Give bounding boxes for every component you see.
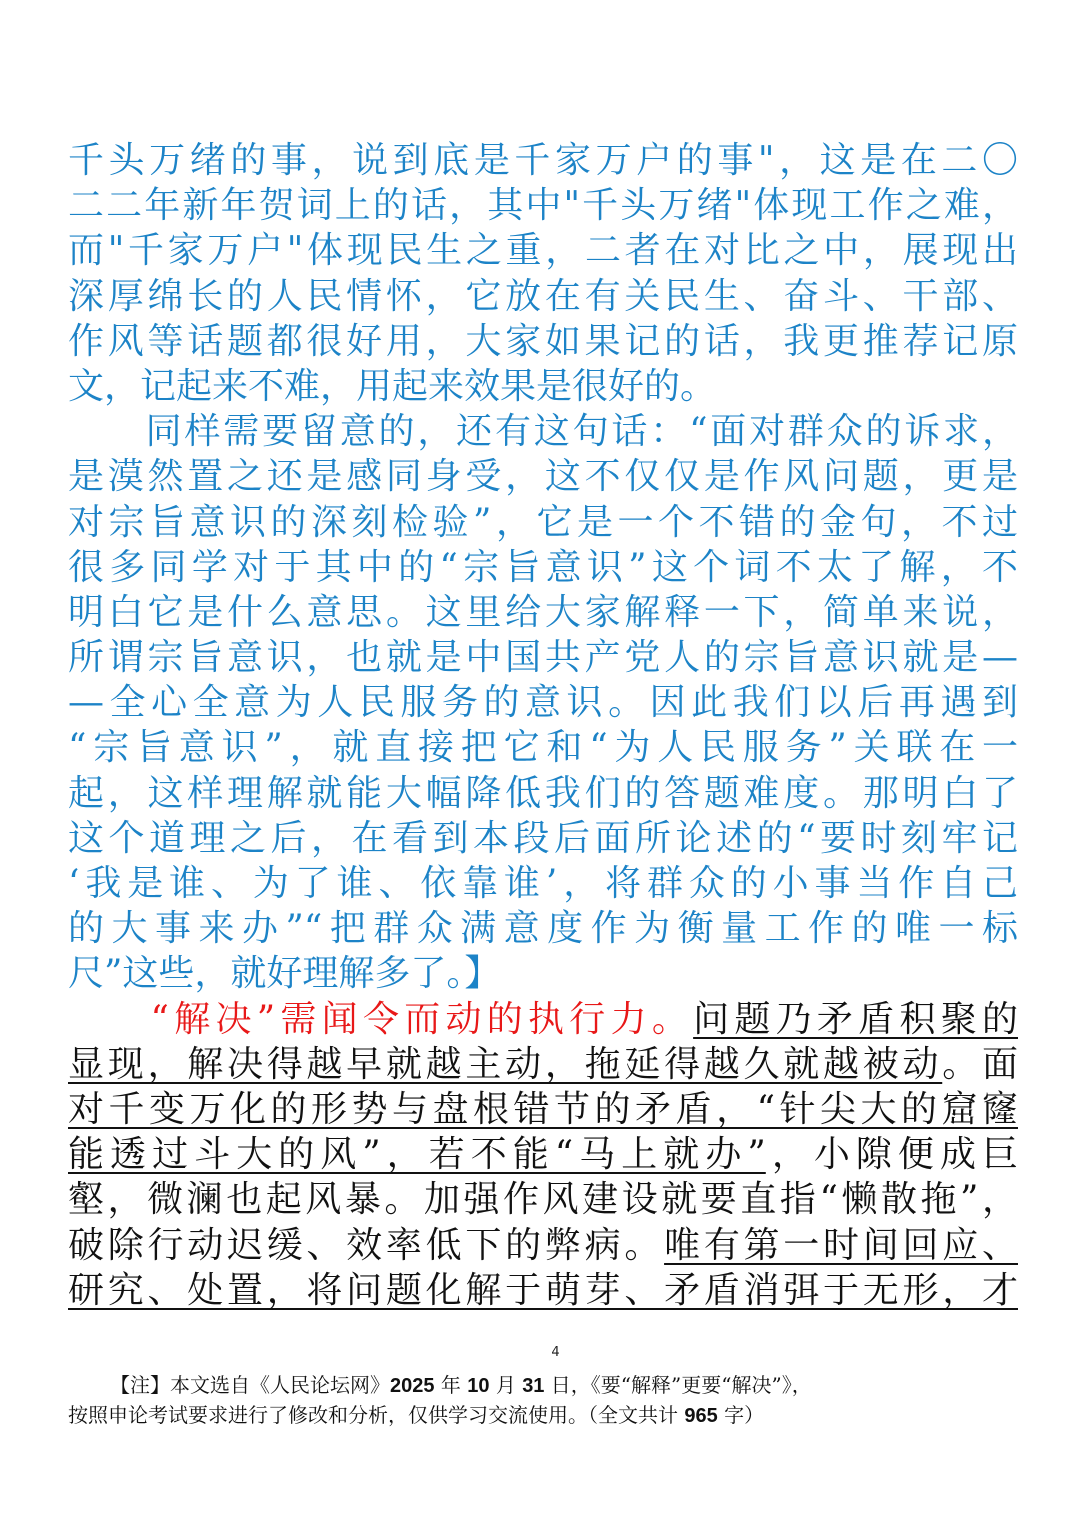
text-segment: 深厚绵长的人民情怀，它放在有关民生、奋斗、干部、 bbox=[68, 275, 1018, 317]
underlined-text: 能透过斗大的风”，若不能“马上就办” bbox=[68, 1134, 766, 1176]
text-line bbox=[68, 816, 1018, 861]
note-line-2 bbox=[68, 1400, 1018, 1430]
text-segment: 是漠然置之还是感同身受，这不仅仅是作风问题，更是 bbox=[68, 456, 1018, 498]
text-line bbox=[68, 771, 1018, 816]
text-segment: 。面 bbox=[942, 1043, 1018, 1085]
page-number: 4 bbox=[551, 1345, 560, 1360]
underlined-text: 问题乃矛盾积聚的 bbox=[693, 998, 1018, 1040]
text-line bbox=[68, 409, 1018, 454]
text-segment: 壑，微澜也起风暴。加强作风建设就要直指“懒散拖”， bbox=[68, 1179, 1018, 1221]
text-line bbox=[68, 274, 1018, 319]
note-text: 月 bbox=[489, 1373, 523, 1397]
note-text: 字） bbox=[717, 1403, 765, 1427]
text-line bbox=[68, 680, 1018, 725]
text-line bbox=[68, 454, 1018, 499]
text-line bbox=[68, 906, 1018, 951]
note-number: 31 bbox=[522, 1375, 545, 1397]
text-segment: “宗旨意识”，就直接把它和“为人民服务”关联在一 bbox=[68, 727, 1018, 769]
underlined-text: 唯有第一时间回应、 bbox=[664, 1224, 1018, 1266]
text-segment: 同样需要留意的，还有这句话：“面对群众的诉求， bbox=[68, 411, 1018, 453]
underlined-text: 研究、处置，将问题化解于萌芽、矛盾消弭于无形，才 bbox=[68, 1269, 1018, 1311]
text-line bbox=[68, 319, 1018, 364]
text-segment: 而"千家万户"体现民生之重，二者在对比之中，展现出 bbox=[68, 230, 1018, 272]
text-line bbox=[68, 1177, 1018, 1222]
underlined-text: 对千变万化的形势与盘根错节的矛盾，“针尖大的窟窿 bbox=[68, 1088, 1018, 1130]
note-text: 【注】本文选自《人民论坛网》 bbox=[110, 1373, 390, 1397]
text-line bbox=[68, 228, 1018, 273]
text-line bbox=[68, 951, 1018, 996]
text-line bbox=[68, 1087, 1018, 1132]
text-line bbox=[68, 1268, 1018, 1313]
text-segment: ，小隙便成巨 bbox=[765, 1134, 1018, 1176]
text-line bbox=[68, 500, 1018, 545]
text-segment: 起，这样理解就能大幅降低我们的答题难度。那明白了 bbox=[68, 772, 1018, 814]
text-line bbox=[68, 364, 1018, 409]
text-line bbox=[68, 138, 1018, 183]
article-body bbox=[68, 138, 1018, 1313]
text-segment: 明白它是什么意思。这里给大家解释一下，简单来说， bbox=[68, 591, 1018, 633]
text-line bbox=[68, 997, 1018, 1042]
note-line-1 bbox=[68, 1370, 1018, 1400]
note-text: 按照申论考试要求进行了修改和分析，仅供学习交流使用。（全文共计 bbox=[68, 1403, 685, 1427]
underlined-text: 显现，解决得越早就越主动，拖延得越久就越被动 bbox=[68, 1043, 943, 1085]
note-text: 日，《要“解释”更要“解决”》， bbox=[544, 1373, 812, 1397]
note-number: 2025 bbox=[390, 1375, 435, 1397]
text-segment: ‘我是谁、为了谁、依靠谁’，将群众的小事当作自己 bbox=[68, 863, 1018, 904]
note-text: 年 bbox=[434, 1373, 468, 1397]
text-line bbox=[68, 183, 1018, 228]
text-line bbox=[68, 545, 1018, 590]
text-segment: 这个道理之后，在看到本段后面所论述的“要时刻牢记 bbox=[68, 817, 1018, 859]
text-line bbox=[68, 861, 1018, 906]
text-segment: “解决”需闻令而动的执行力。 bbox=[68, 998, 694, 1040]
text-segment: 对宗旨意识的深刻检验”，它是一个不错的金句，不过 bbox=[68, 501, 1018, 543]
text-line bbox=[68, 1223, 1018, 1268]
text-segment: 千头万绪的事，说到底是千家万户的事"，这是在二〇 bbox=[68, 140, 1018, 181]
text-line bbox=[68, 1042, 1018, 1087]
text-segment: 作风等话题都很好用，大家如果记的话，我更推荐记原 bbox=[68, 320, 1018, 362]
text-line bbox=[68, 725, 1018, 770]
text-line bbox=[68, 1132, 1018, 1177]
text-segment: 二二年新年贺词上的话，其中"千头万绪"体现工作之难， bbox=[68, 185, 1018, 227]
text-segment: —全心全意为人民服务的意识。因此我们以后再遇到 bbox=[68, 682, 1018, 724]
note-number: 10 bbox=[467, 1375, 490, 1397]
note-number: 965 bbox=[684, 1405, 718, 1427]
text-segment: 很多同学对于其中的“宗旨意识”这个词不太了解，不 bbox=[68, 546, 1018, 588]
text-segment: 所谓宗旨意识，也就是中国共产党人的宗旨意识就是— bbox=[68, 637, 1018, 679]
text-line bbox=[68, 635, 1018, 680]
text-segment: 文，记起来不难，用起来效果是很好的。 bbox=[68, 365, 717, 407]
text-segment: 的大事来办”“把群众满意度作为衡量工作的唯一标 bbox=[68, 908, 1018, 950]
text-line bbox=[68, 590, 1018, 635]
text-segment: 破除行动迟缓、效率低下的弊病。 bbox=[68, 1224, 665, 1266]
text-segment: 尺”这些，就好理解多了。】 bbox=[68, 953, 501, 995]
source-note bbox=[68, 1370, 1018, 1430]
